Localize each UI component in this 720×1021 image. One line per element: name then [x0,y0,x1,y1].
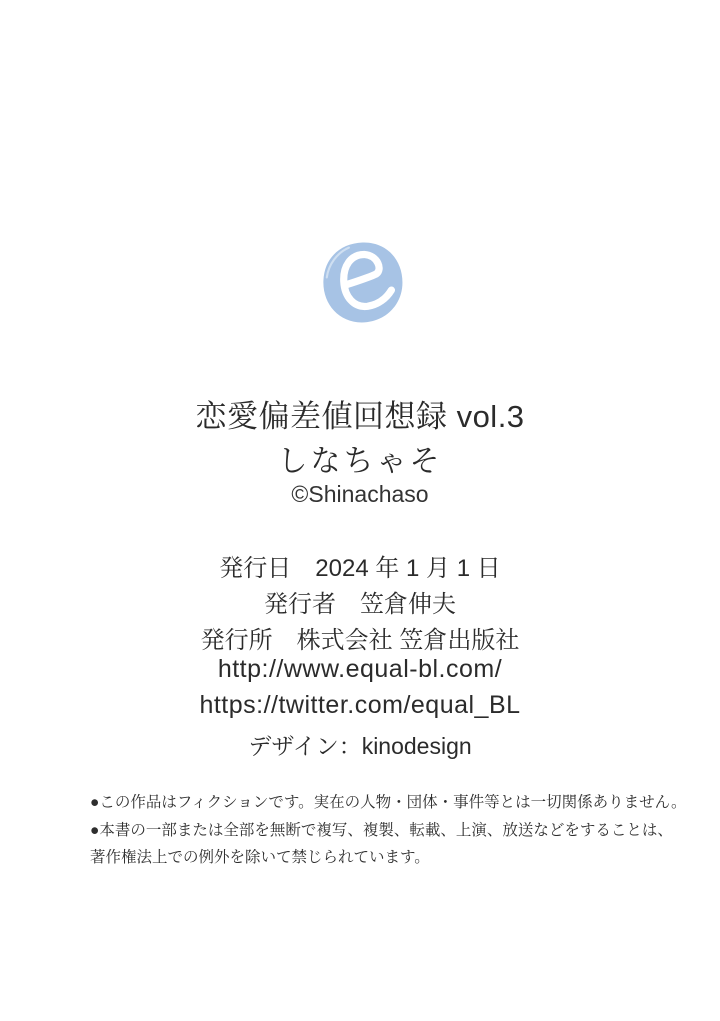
publication-date: 発行日 2024 年 1 月 1 日 [219,555,501,582]
publisher-e-logo-icon [319,240,406,325]
author-name: しなちゃそ [277,445,443,478]
legal-disclaimer [90,789,687,872]
disclaimer-line-copyright-1: ●本書の一部または全部を無断で複写、複製、転載、上演、放送などをすることは、 [90,821,673,839]
publisher-person: 発行者 笠倉伸夫 [264,591,456,618]
website-url: http://www.equal-bl.com/ [217,655,503,683]
copyright-notice: ©Shinachaso [291,481,429,507]
publishing-house: 発行所 株式会社 笠倉出版社 [200,627,520,654]
book-title: 恋愛偏差値回想録 vol.3 [195,399,525,434]
disclaimer-line-copyright-2: 著作権法上での例外を除いて禁じられています。 [90,849,430,866]
design-credit: デザイン：kinodesign [248,733,472,759]
twitter-url: https://twitter.com/equal_BL [199,691,521,719]
disclaimer-line-fiction: ●この作品はフィクションです。実在の人物・団体・事件等とは一切関係ありません。 [90,794,687,811]
